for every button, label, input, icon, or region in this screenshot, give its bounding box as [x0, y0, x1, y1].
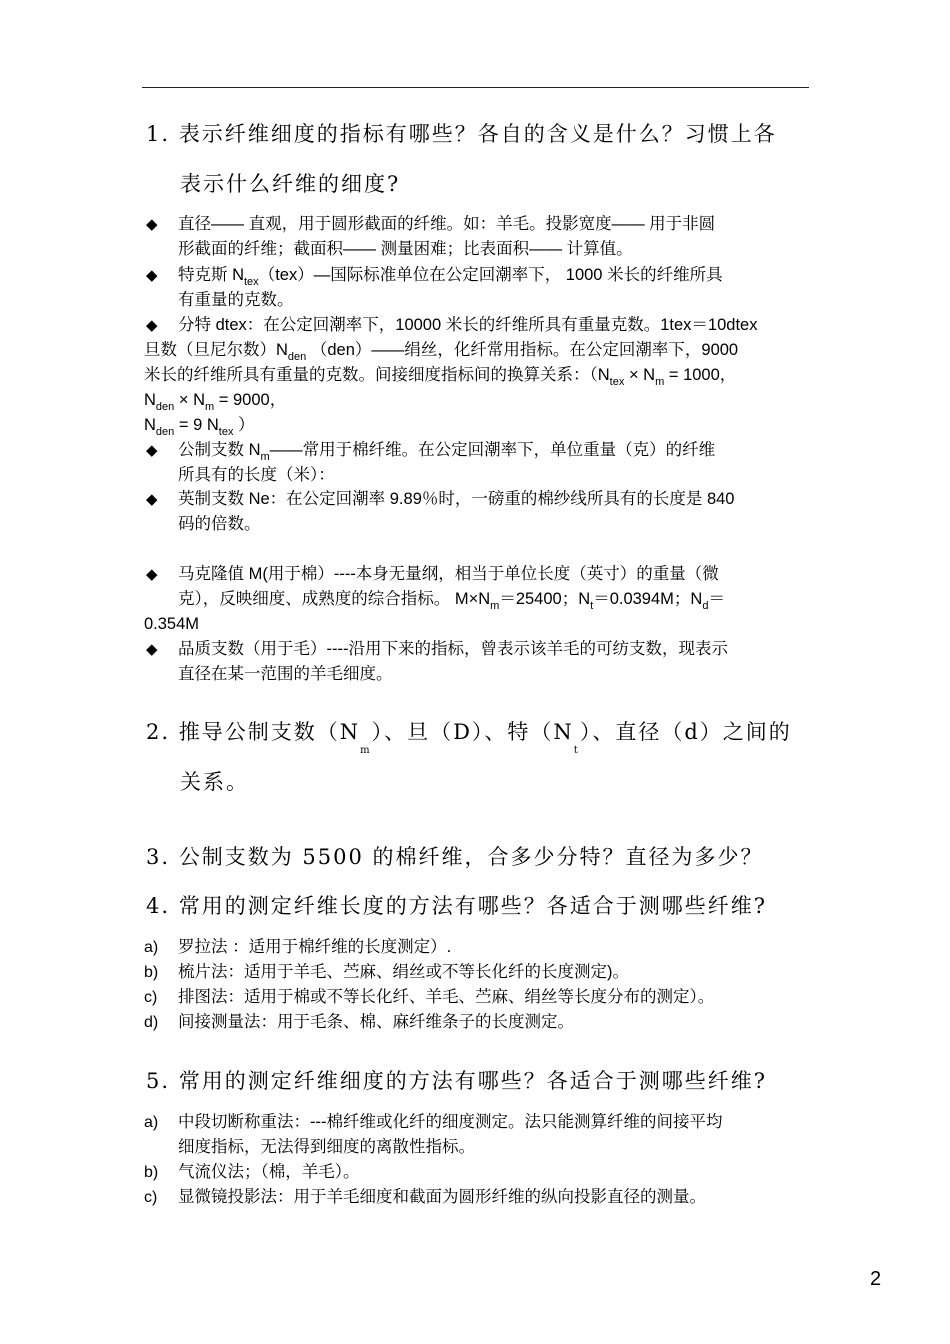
diamond-bullet-icon: ◆ — [146, 215, 158, 233]
list-letter: b) — [144, 964, 159, 981]
bullet-line: 直径在某一范围的羊毛细度。 — [178, 665, 393, 683]
list-item: 间接测量法：用于毛条、棉、麻纤维条子的长度测定。 — [178, 1013, 574, 1031]
question-5: 5. 常用的测定纤维细度的方法有哪些？各适合于测哪些纤维? — [146, 1069, 767, 1093]
bullet-line: 有重量的克数。 — [178, 291, 294, 309]
diamond-bullet-icon: ◆ — [146, 266, 158, 284]
list-item: 显微镜投影法：用于羊毛细度和截面为圆形纤维的纵向投影直径的测量。 — [178, 1188, 706, 1206]
bullet-line: $N_{den} = 9$ $N_{tex}$ ） — [144, 416, 255, 438]
list-item: 罗拉法 ：适用于棉纤维的长度测定）. — [178, 938, 452, 956]
list-item-line: 细度指标，无法得到细度的离散性指标。 — [178, 1138, 475, 1156]
list-letter: c) — [144, 1189, 158, 1206]
bullet-line: 旦数（旦尼尔数）$N_{den}$ （den）——绢丝，化纤常用指标。在公定回潮率下，9000 — [144, 341, 739, 363]
list-item: 气流仪法；（棉，羊毛）。 — [178, 1163, 360, 1181]
question-2-continued: 关系。 — [180, 770, 249, 794]
list-item: 排图法：适用于棉或不等长化纤、羊毛、苎麻、绢丝等长度分布的测定）。 — [178, 988, 715, 1006]
list-letter: a) — [144, 939, 159, 956]
bullet-line: 马克隆值 M(用于棉）----本身无量纲，相当于单位长度（英寸）的重量（微 — [178, 565, 719, 583]
bullet-diameter — [178, 212, 810, 262]
list-letter: c) — [144, 989, 158, 1006]
bullet-line: 所具有的长度（米）： — [178, 466, 335, 484]
diamond-bullet-icon: ◆ — [146, 316, 158, 334]
question-3: 3. 公制支数为 5500 的棉纤维，合多少分特？直径为多少？ — [146, 845, 764, 869]
list-item-line: 中段切断称重法：---棉纤维或化纤的细度测定。法只能测算纤维的间接平均 — [178, 1113, 723, 1131]
bullet-line: 品质支数（用于毛）----沿用下来的指标，曾表示该羊毛的可纺支数，现表示 — [178, 640, 728, 658]
list-letter: d) — [144, 1014, 159, 1031]
bullet-english-count — [178, 487, 810, 537]
bullet-dtex — [144, 313, 812, 438]
header-rule — [142, 87, 809, 88]
bullet-line: 形截面的纤维；截面积—— 测量困难；比表面积—— 计算值。 — [178, 240, 633, 258]
page-number: 2 — [870, 1268, 882, 1290]
question-1: 1. 表示纤维细度的指标有哪些？各自的含义是什么？习惯上各 — [146, 122, 777, 146]
list-letter: a) — [144, 1114, 159, 1131]
diamond-bullet-icon: ◆ — [146, 441, 158, 459]
list-letter: b) — [144, 1164, 159, 1181]
bullet-line: $N_{den} \times N_m = 9000$， — [144, 391, 287, 413]
list-item: 梳片法：适用于羊毛、苎麻、绢丝或不等长化纤的长度测定)。 — [178, 963, 629, 981]
diamond-bullet-icon: ◆ — [146, 640, 158, 658]
list-item — [178, 1110, 810, 1160]
bullet-line: 米长的纤维所具有重量的克数。间接细度指标间的换算关系：（$N_{tex} \times N_m = 1000$， — [144, 366, 737, 388]
bullet-line: 码的倍数。 — [178, 515, 261, 533]
diamond-bullet-icon: ◆ — [146, 565, 158, 583]
bullet-metric-count — [178, 438, 810, 488]
bullet-line: 克），反映细度、成熟度的综合指标。 $M\times N_m=25400$；$N_t=0.0394M$；$N_d=$ — [178, 590, 725, 612]
bullet-line: 公制支数 $N_m——$常用于棉纤维。在公定回潮率下，单位重量（克）的纤维 — [178, 441, 716, 463]
question-1-continued: 表示什么纤维的细度? — [180, 172, 401, 196]
diamond-bullet-icon: ◆ — [146, 490, 158, 508]
bullet-quality-count — [178, 637, 810, 687]
bullet-line: 分特 dtex：在公定回潮率下，10000 米长的纤维所具有重量克数。1tex＝10dtex — [178, 316, 758, 334]
bullet-micronaire — [178, 562, 810, 612]
bullet-tex — [178, 263, 810, 313]
bullet-line: 特克斯 $N_{tex}(tex)—$国际标准单位在公定回潮率下， 1000 米长的纤维所具 — [178, 266, 723, 288]
question-4: 4. 常用的测定纤维长度的方法有哪些？各适合于测哪些纤维? — [146, 894, 767, 918]
question-2: 2. 推导公制支数$(N_m)$、旦（D）、特$(N_t)$、直径（d）之间的 — [146, 720, 792, 756]
bullet-line: 直径—— 直观，用于圆形截面的纤维。如：羊毛。投影宽度—— 用于非圆 — [178, 215, 716, 233]
bullet-line: 0.354M — [144, 615, 200, 633]
bullet-line: 英制支数 Ne：在公定回潮率 9.89％时，一磅重的棉纱线所具有的长度是 840 — [178, 490, 735, 508]
